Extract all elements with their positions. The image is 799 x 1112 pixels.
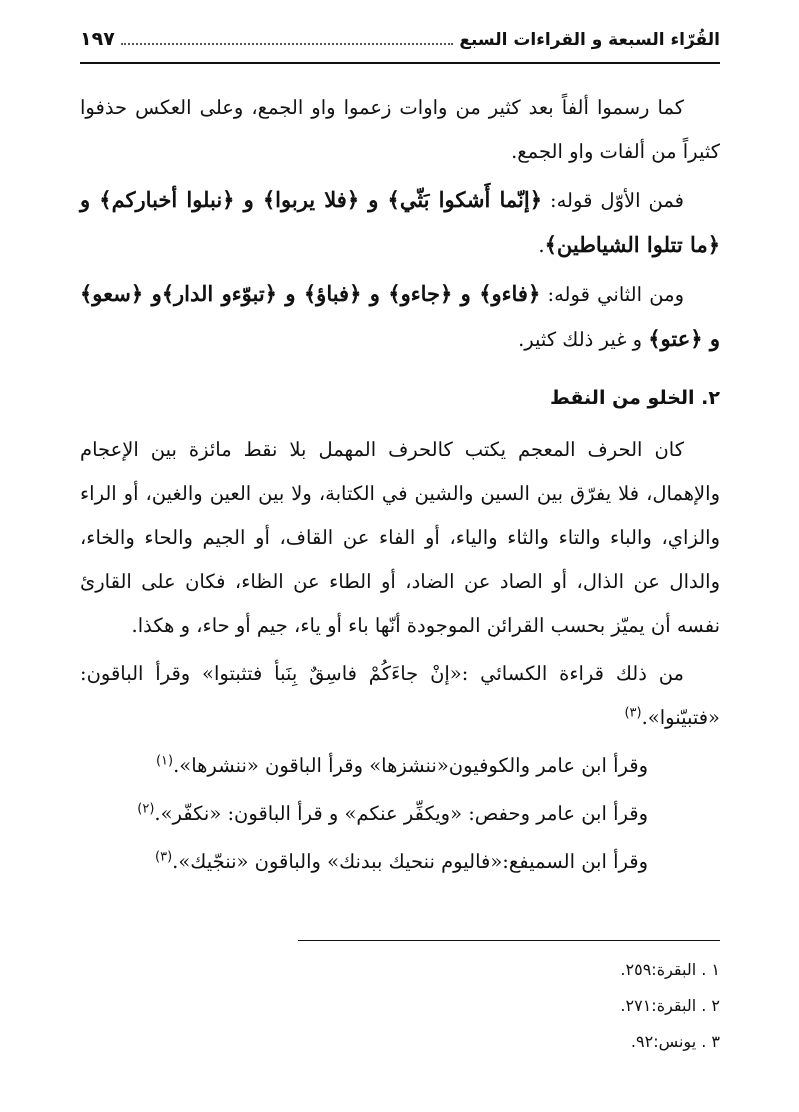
footnote-ref-3a[interactable]: (٣) bbox=[624, 705, 642, 721]
quran-quotes-1: ﴿إنّما أَشكوا بَثّي﴾ و ﴿فلا يربوا﴾ و ﴿نبلوا أخباركم﴾ و ﴿ما تتلوا الشياطين﴾ bbox=[80, 187, 720, 257]
variant-reading-2-text: وقرأ ابن عامر وحفص: «ويكفِّر عنكم» و قرأ الباقون: «نكفّر». bbox=[154, 802, 648, 825]
book-page bbox=[80, 28, 720, 1088]
footnote-separator bbox=[298, 940, 720, 941]
variant-reading-1-text: وقرأ ابن عامر والكوفيون«ننشزها» وقرأ الباقون «ننشرها». bbox=[173, 754, 648, 777]
footnote-ref-2[interactable]: (٢) bbox=[137, 801, 155, 817]
variant-reading-1 bbox=[80, 744, 720, 788]
page-number: ١٩٧ bbox=[80, 28, 115, 50]
paragraph-5 bbox=[80, 652, 720, 740]
paragraph-3 bbox=[80, 272, 720, 362]
paragraph-2 bbox=[80, 178, 720, 268]
footnote-2: ٢ . البقرة:٢٧١. bbox=[620, 996, 720, 1015]
paragraph-1: كما رسموا ألفاً بعد كثير من واوات زعموا واو الجمع، وعلى العكس حذفوا كثيراً من ألفات واو الجمع. bbox=[80, 96, 720, 163]
running-header bbox=[80, 28, 720, 64]
paragraph-3-intro: ومن الثاني قوله: bbox=[540, 283, 684, 306]
paragraph-4: كان الحرف المعجم يكتب كالحرف المهمل بلا نقط مائزة بين الإعجام والإهمال، فلا يفرّق بين السين والشين في الكتابة، ولا بين العين والغين، أو الراء والزاي، والباء والتاء والثاء والياء، أو الفاء عن القاف، أو الجيم والحاء والخاء، والدال عن الذال، أو الصاد عن الضاد، أو الطاء عن الظاء، فكان على القارئ نفسه أن يميّز بحسب القرائن الموجودة أنّها باء أو ياء، جيم أو حاء، و هكذا. bbox=[80, 438, 720, 637]
paragraph-2-intro: فمن الأوّل قوله: bbox=[542, 189, 684, 212]
paragraph-2-end: . bbox=[538, 234, 545, 257]
section-heading: ٢. الخلو من النقط bbox=[550, 387, 720, 409]
running-title: القُرّاء السبعة و القراءات السبع bbox=[459, 30, 720, 50]
paragraph-3-end: و غير ذلك كثير. bbox=[518, 328, 649, 351]
variant-reading-3-text: وقرأ ابن السميفع:«فاليوم ننحيك ببدنك» والباقون «ننجّيك». bbox=[172, 850, 648, 873]
dotted-leader bbox=[121, 42, 454, 45]
footnote-3: ٣ . يونس:٩٢. bbox=[630, 1032, 720, 1051]
footnotes bbox=[80, 952, 720, 1060]
variant-reading-2 bbox=[80, 792, 720, 836]
footnote-ref-3b[interactable]: (٣) bbox=[155, 849, 173, 865]
quran-quotes-2: ﴿فاءو﴾ و ﴿جاءو﴾ و ﴿فباؤ﴾ و ﴿تبوّءو الدار﴾و ﴿سعو﴾ و ﴿عتو﴾ bbox=[80, 281, 720, 351]
paragraph-5-text: من ذلك قراءة الكسائي :«إنْ جاءَكُمْ فاسِقٌ بِنَبأ فتثبتوا» وقرأ الباقون: «فتبيّنوا». bbox=[80, 662, 720, 729]
variant-reading-3 bbox=[80, 840, 720, 884]
footnote-1: ١ . البقرة:٢٥٩. bbox=[620, 960, 720, 979]
footnote-ref-1[interactable]: (١) bbox=[155, 753, 174, 769]
main-text bbox=[80, 86, 720, 884]
